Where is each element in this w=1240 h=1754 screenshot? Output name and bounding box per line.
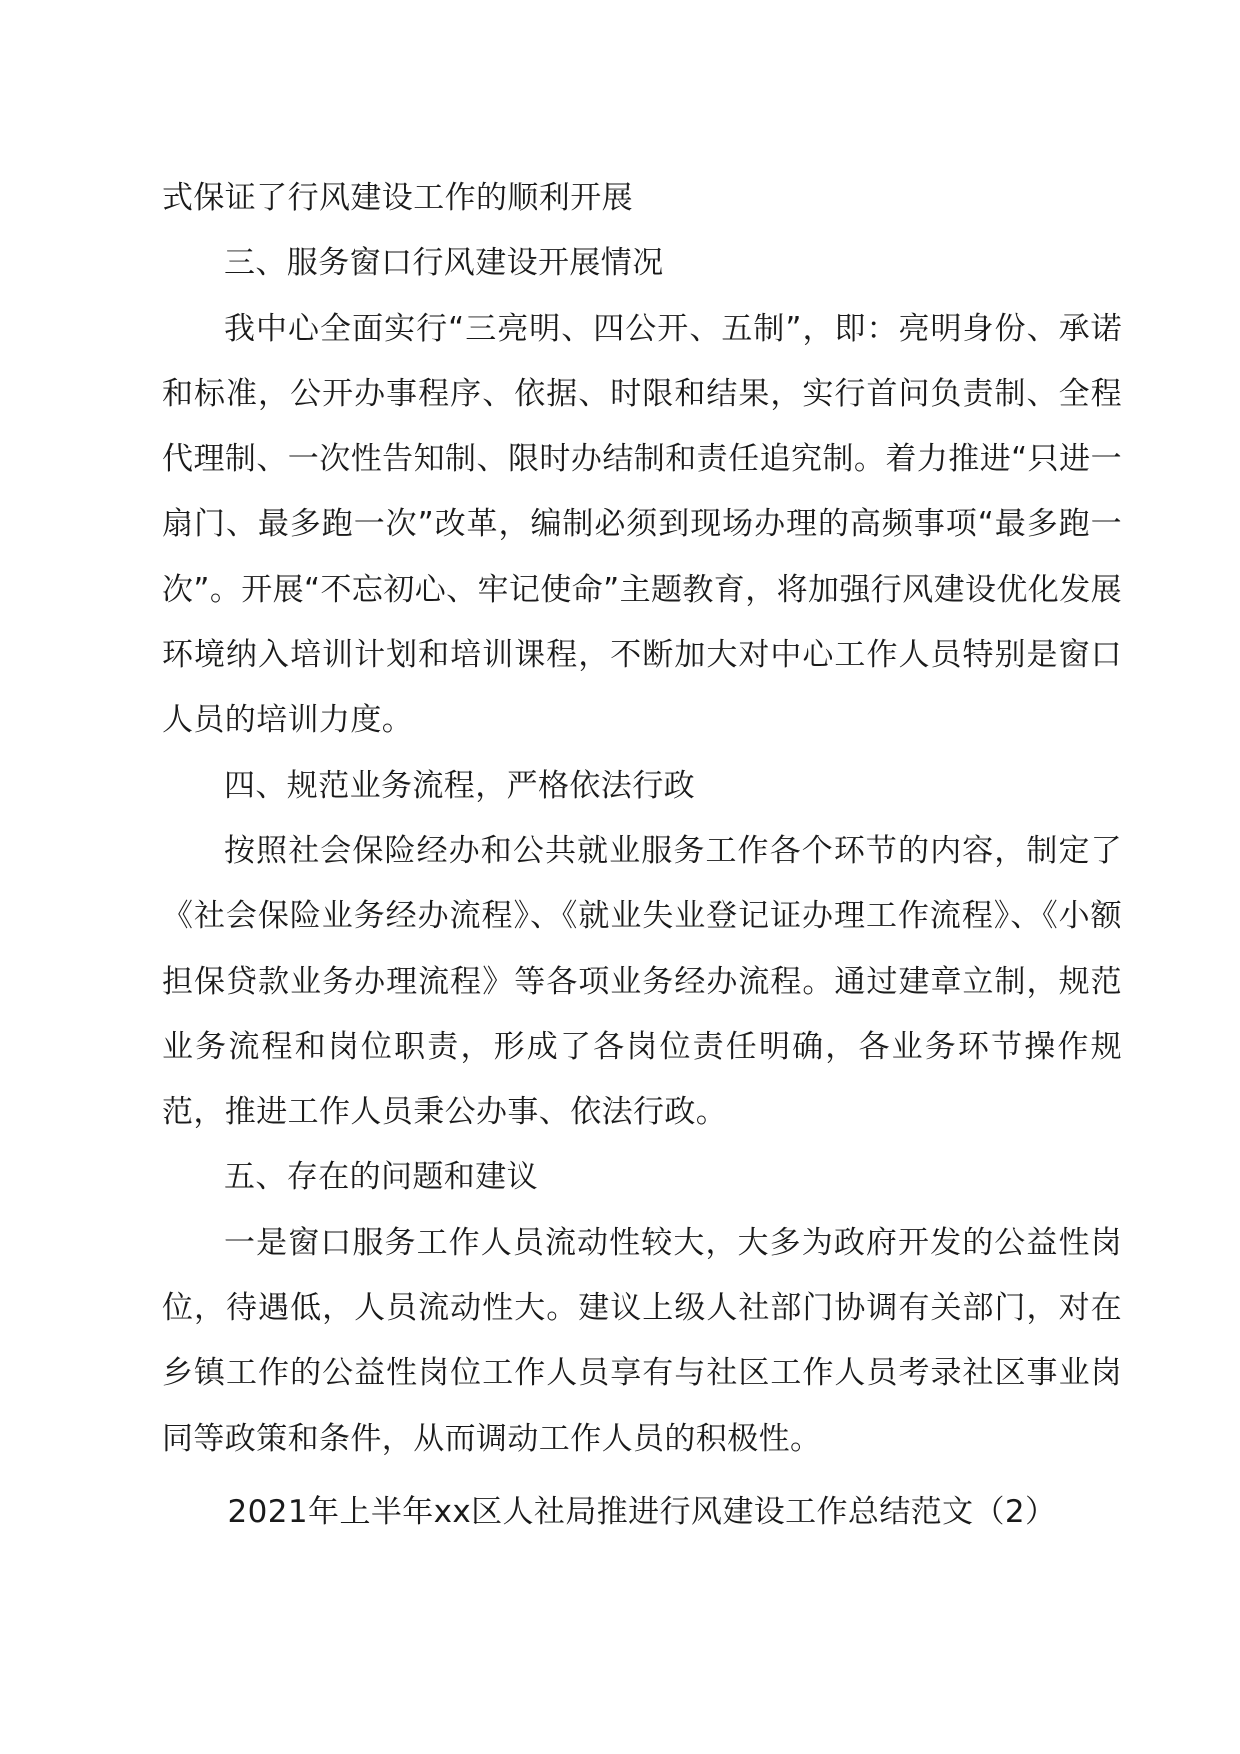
next-article-title: 2021年上半年xx区人社局推进行风建设工作总结范文（2） <box>227 1494 1057 1530</box>
section-heading-problems: 五、存在的问题和建议 <box>224 1159 538 1196</box>
paragraph-continuation: 式保证了行风建设工作的顺利开展 <box>162 180 633 216</box>
document-body <box>162 166 1122 1472</box>
paragraph-business-process: 按照社会保险经办和公共就业服务工作各个环节的内容，制定了《社会保险业务经办流程》、《就业失业登记证办理工作流程》、《小额担保贷款业务办理流程》等各项业务经办流程。通过建章立制，规范业务流程和岗位职责，形成了各岗位责任明确，各业务环节操作规范，推进工作人员秉公办事、依法行政。 <box>162 832 1122 1131</box>
paragraph-problems: 一是窗口服务工作人员流动性较大，大多为政府开发的公益性岗位，待遇低，人员流动性大。建议上级人社部门协调有关部门，对在乡镇工作的公益性岗位工作人员享有与社区工作人员考录社区事业岗同等政策和条件，从而调动工作人员的积极性。 <box>162 1224 1122 1457</box>
section-heading-business-process: 四、规范业务流程，严格依法行政 <box>224 767 695 804</box>
section-heading-service-window: 三、服务窗口行风建设开展情况 <box>224 245 664 282</box>
paragraph-service-window: 我中心全面实行“三亮明、四公开、五制”，即：亮明身份、承诺和标准，公开办事程序、依据、时限和结果，实行首问负责制、全程代理制、一次性告知制、限时办结制和责任追究制。着力推进“只进一扇门、最多跑一次”改革，编制必须到现场办理的高频事项“最多跑一次”。开展“不忘初心、牢记使命”主题教育，将加强行风建设优化发展环境纳入培训计划和培训课程，不断加大对中心工作人员特别是窗口人员的培训力度。 <box>162 310 1122 739</box>
